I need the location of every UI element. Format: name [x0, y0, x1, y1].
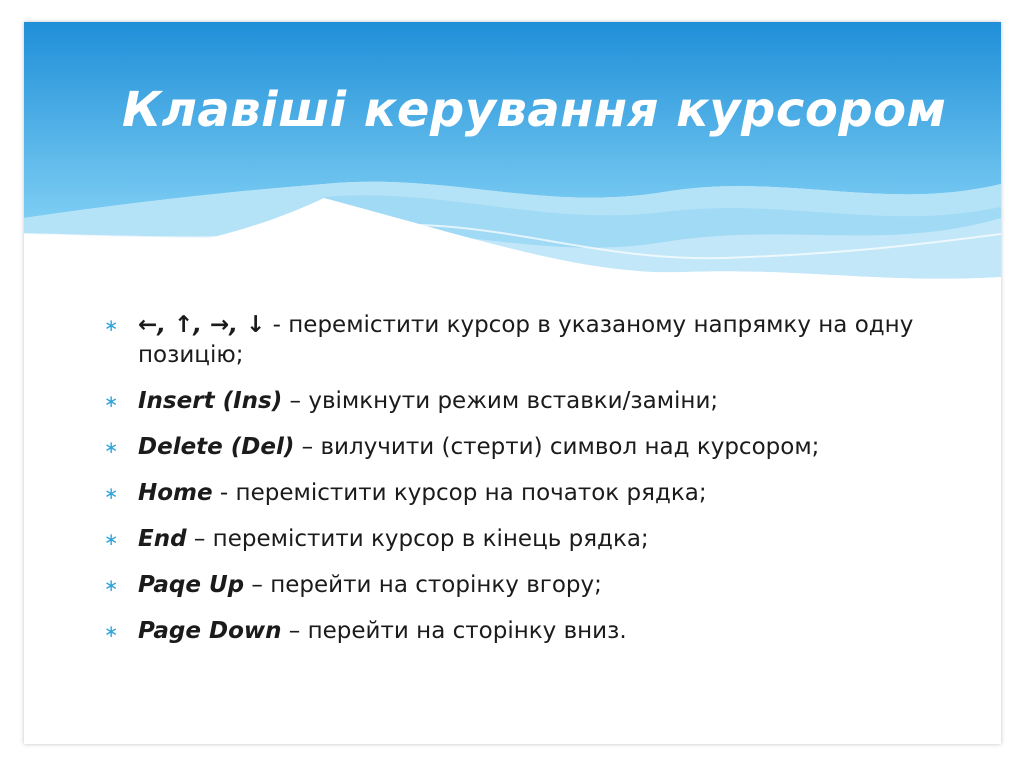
key-name: Insert (Ins) [138, 388, 283, 414]
slide [24, 22, 1001, 744]
key-name: Delete (Del) [138, 434, 295, 460]
key-description: – перейти на сторінку вгору; [244, 572, 602, 598]
key-name: End [138, 526, 187, 552]
asterisk-bullet-icon: ∗ [104, 576, 119, 596]
asterisk-bullet-icon: ∗ [104, 530, 119, 550]
key-name: Home [138, 480, 213, 506]
key-description: – перемістити курсор в кінець рядка; [186, 526, 649, 552]
list-item [104, 570, 964, 600]
list-item [104, 478, 964, 508]
asterisk-bullet-icon: ∗ [104, 622, 119, 642]
key-description: - перемістити курсор на початок рядка; [212, 480, 707, 506]
list-item [104, 616, 964, 646]
key-description: – вилучити (стерти) символ над курсором; [294, 434, 820, 460]
key-name: ←, ↑, →, ↓ [138, 312, 266, 338]
asterisk-bullet-icon: ∗ [104, 438, 119, 458]
list-item [104, 524, 964, 554]
key-description: – увімкнути режим вставки/заміни; [282, 388, 719, 414]
key-description: – перейти на сторінку вниз. [281, 618, 627, 644]
list-item [104, 432, 964, 462]
list-item [104, 310, 964, 370]
asterisk-bullet-icon: ∗ [104, 392, 119, 412]
slide-title: Клавіші керування курсором [122, 82, 947, 138]
key-name: Paqe Up [138, 572, 245, 598]
key-name: Page Down [138, 618, 282, 644]
bullet-list [104, 310, 964, 662]
asterisk-bullet-icon: ∗ [104, 316, 119, 336]
asterisk-bullet-icon: ∗ [104, 484, 119, 504]
list-item [104, 386, 964, 416]
key-description: - перемістити курсор в указаному напрямку на одну позицію; [138, 312, 914, 368]
header-wave-background [24, 22, 1001, 302]
